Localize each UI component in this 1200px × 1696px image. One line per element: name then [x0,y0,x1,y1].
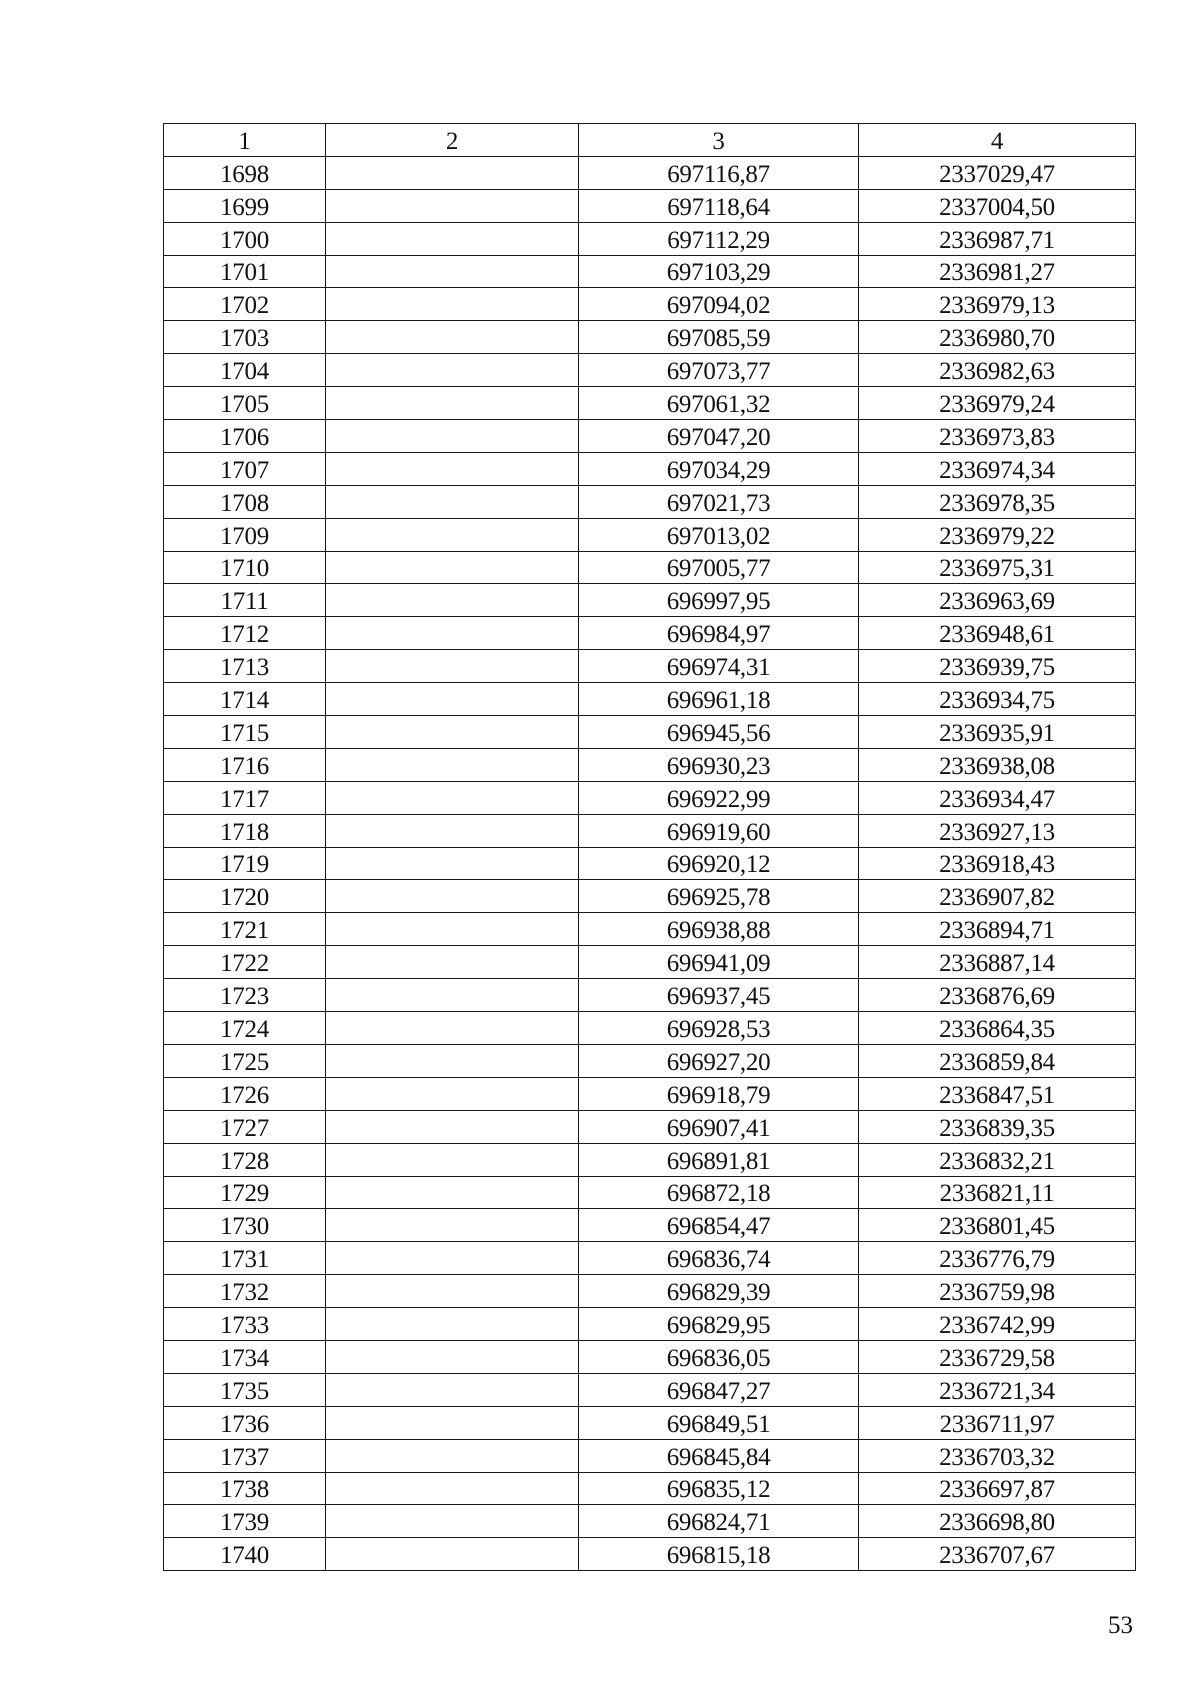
table-row [164,1012,1136,1045]
x-coordinate-cell: 696836,74 [579,1242,859,1275]
x-coordinate-cell: 696907,41 [579,1110,859,1143]
table-body [164,156,1136,1570]
x-coordinate-cell: 696872,18 [579,1176,859,1209]
empty-cell [326,1012,579,1045]
point-number-cell: 1727 [164,1110,326,1143]
empty-cell [326,1242,579,1275]
table-row [164,1044,1136,1077]
x-coordinate-cell: 696937,45 [579,979,859,1012]
x-coordinate-cell: 697013,02 [579,518,859,551]
y-coordinate-cell: 2336742,99 [859,1308,1136,1341]
x-coordinate-cell: 696836,05 [579,1340,859,1373]
table-row [164,847,1136,880]
table-row [164,814,1136,847]
point-number-cell: 1734 [164,1340,326,1373]
x-coordinate-cell: 696824,71 [579,1505,859,1538]
empty-cell [326,979,579,1012]
point-number-cell: 1724 [164,1012,326,1045]
table-row [164,1176,1136,1209]
y-coordinate-cell: 2336907,82 [859,880,1136,913]
point-number-cell: 1730 [164,1209,326,1242]
y-coordinate-cell: 2336987,71 [859,222,1136,255]
table-row [164,584,1136,617]
table-row [164,518,1136,551]
y-coordinate-cell: 2336698,80 [859,1505,1136,1538]
empty-cell [326,1406,579,1439]
point-number-cell: 1701 [164,255,326,288]
point-number-cell: 1712 [164,617,326,650]
y-coordinate-cell: 2336978,35 [859,485,1136,518]
point-number-cell: 1719 [164,847,326,880]
point-number-cell: 1707 [164,452,326,485]
empty-cell [326,617,579,650]
empty-cell [326,1538,579,1571]
y-coordinate-cell: 2336979,24 [859,387,1136,420]
column-header-3: 3 [579,124,859,157]
empty-cell [326,222,579,255]
table-row [164,716,1136,749]
table-row [164,913,1136,946]
empty-cell [326,1110,579,1143]
y-coordinate-cell: 2336980,70 [859,321,1136,354]
point-number-cell: 1739 [164,1505,326,1538]
y-coordinate-cell: 2336711,97 [859,1406,1136,1439]
y-coordinate-cell: 2336974,34 [859,452,1136,485]
empty-cell [326,485,579,518]
table-row [164,683,1136,716]
x-coordinate-cell: 696984,97 [579,617,859,650]
empty-cell [326,1340,579,1373]
x-coordinate-cell: 696829,39 [579,1275,859,1308]
point-number-cell: 1723 [164,979,326,1012]
point-number-cell: 1726 [164,1077,326,1110]
point-number-cell: 1716 [164,748,326,781]
y-coordinate-cell: 2336887,14 [859,946,1136,979]
column-header-1: 1 [164,124,326,157]
x-coordinate-cell: 697118,64 [579,189,859,222]
table-row [164,288,1136,321]
table-row [164,387,1136,420]
table-row [164,354,1136,387]
empty-cell [326,847,579,880]
x-coordinate-cell: 696945,56 [579,716,859,749]
x-coordinate-cell: 696849,51 [579,1406,859,1439]
x-coordinate-cell: 697021,73 [579,485,859,518]
point-number-cell: 1732 [164,1275,326,1308]
y-coordinate-cell: 2336801,45 [859,1209,1136,1242]
empty-cell [326,1044,579,1077]
empty-cell [326,288,579,321]
point-number-cell: 1703 [164,321,326,354]
y-coordinate-cell: 2337004,50 [859,189,1136,222]
table-row [164,1340,1136,1373]
x-coordinate-cell: 696922,99 [579,781,859,814]
table-row [164,748,1136,781]
empty-cell [326,156,579,189]
y-coordinate-cell: 2336981,27 [859,255,1136,288]
point-number-cell: 1735 [164,1373,326,1406]
point-number-cell: 1721 [164,913,326,946]
y-coordinate-cell: 2336707,67 [859,1538,1136,1571]
point-number-cell: 1718 [164,814,326,847]
y-coordinate-cell: 2336963,69 [859,584,1136,617]
table-row [164,1275,1136,1308]
point-number-cell: 1710 [164,551,326,584]
y-coordinate-cell: 2336939,75 [859,650,1136,683]
empty-cell [326,781,579,814]
point-number-cell: 1729 [164,1176,326,1209]
table-row [164,617,1136,650]
x-coordinate-cell: 696815,18 [579,1538,859,1571]
table-row [164,781,1136,814]
y-coordinate-cell: 2336847,51 [859,1077,1136,1110]
empty-cell [326,518,579,551]
point-number-cell: 1709 [164,518,326,551]
table-header-row [164,124,1136,157]
page-number: 53 [1108,1612,1133,1639]
empty-cell [326,814,579,847]
x-coordinate-cell: 696928,53 [579,1012,859,1045]
table-row [164,1373,1136,1406]
empty-cell [326,946,579,979]
empty-cell [326,387,579,420]
table-row [164,1143,1136,1176]
x-coordinate-cell: 697047,20 [579,420,859,453]
x-coordinate-cell: 697103,29 [579,255,859,288]
y-coordinate-cell: 2336982,63 [859,354,1136,387]
point-number-cell: 1715 [164,716,326,749]
y-coordinate-cell: 2336894,71 [859,913,1136,946]
point-number-cell: 1736 [164,1406,326,1439]
empty-cell [326,650,579,683]
table-row [164,1110,1136,1143]
empty-cell [326,189,579,222]
y-coordinate-cell: 2336821,11 [859,1176,1136,1209]
point-number-cell: 1728 [164,1143,326,1176]
table-row [164,551,1136,584]
empty-cell [326,880,579,913]
table-row [164,255,1136,288]
empty-cell [326,452,579,485]
x-coordinate-cell: 697094,02 [579,288,859,321]
x-coordinate-cell: 696997,95 [579,584,859,617]
x-coordinate-cell: 696845,84 [579,1439,859,1472]
point-number-cell: 1711 [164,584,326,617]
point-number-cell: 1713 [164,650,326,683]
table-row [164,946,1136,979]
y-coordinate-cell: 2336918,43 [859,847,1136,880]
table-row [164,880,1136,913]
empty-cell [326,1505,579,1538]
x-coordinate-cell: 697085,59 [579,321,859,354]
table-row [164,321,1136,354]
column-header-2: 2 [326,124,579,157]
point-number-cell: 1698 [164,156,326,189]
point-number-cell: 1702 [164,288,326,321]
empty-cell [326,1439,579,1472]
x-coordinate-cell: 696835,12 [579,1472,859,1505]
x-coordinate-cell: 697073,77 [579,354,859,387]
empty-cell [326,321,579,354]
point-number-cell: 1706 [164,420,326,453]
x-coordinate-cell: 696891,81 [579,1143,859,1176]
x-coordinate-cell: 697112,29 [579,222,859,255]
empty-cell [326,1209,579,1242]
y-coordinate-cell: 2336729,58 [859,1340,1136,1373]
x-coordinate-cell: 697061,32 [579,387,859,420]
empty-cell [326,354,579,387]
coordinates-table [163,123,1136,1571]
point-number-cell: 1737 [164,1439,326,1472]
y-coordinate-cell: 2336697,87 [859,1472,1136,1505]
x-coordinate-cell: 696847,27 [579,1373,859,1406]
column-header-4: 4 [859,124,1136,157]
point-number-cell: 1705 [164,387,326,420]
point-number-cell: 1738 [164,1472,326,1505]
y-coordinate-cell: 2336934,75 [859,683,1136,716]
point-number-cell: 1733 [164,1308,326,1341]
table-row [164,156,1136,189]
y-coordinate-cell: 2336938,08 [859,748,1136,781]
y-coordinate-cell: 2336864,35 [859,1012,1136,1045]
y-coordinate-cell: 2336721,34 [859,1373,1136,1406]
empty-cell [326,1143,579,1176]
empty-cell [326,748,579,781]
point-number-cell: 1731 [164,1242,326,1275]
empty-cell [326,1176,579,1209]
y-coordinate-cell: 2336703,32 [859,1439,1136,1472]
x-coordinate-cell: 696829,95 [579,1308,859,1341]
empty-cell [326,1275,579,1308]
x-coordinate-cell: 696941,09 [579,946,859,979]
empty-cell [326,1077,579,1110]
x-coordinate-cell: 696927,20 [579,1044,859,1077]
point-number-cell: 1700 [164,222,326,255]
empty-cell [326,913,579,946]
empty-cell [326,255,579,288]
empty-cell [326,1472,579,1505]
x-coordinate-cell: 696919,60 [579,814,859,847]
y-coordinate-cell: 2336979,22 [859,518,1136,551]
y-coordinate-cell: 2336948,61 [859,617,1136,650]
table-row [164,1242,1136,1275]
y-coordinate-cell: 2336934,47 [859,781,1136,814]
table-row [164,452,1136,485]
point-number-cell: 1699 [164,189,326,222]
table-row [164,1406,1136,1439]
point-number-cell: 1720 [164,880,326,913]
y-coordinate-cell: 2336876,69 [859,979,1136,1012]
table-row [164,1308,1136,1341]
empty-cell [326,584,579,617]
y-coordinate-cell: 2336776,79 [859,1242,1136,1275]
table-row [164,222,1136,255]
point-number-cell: 1725 [164,1044,326,1077]
x-coordinate-cell: 696918,79 [579,1077,859,1110]
table-row [164,650,1136,683]
x-coordinate-cell: 696974,31 [579,650,859,683]
table-row [164,189,1136,222]
table-row [164,1538,1136,1571]
point-number-cell: 1704 [164,354,326,387]
x-coordinate-cell: 696961,18 [579,683,859,716]
x-coordinate-cell: 696930,23 [579,748,859,781]
table-row [164,1209,1136,1242]
table-row [164,1505,1136,1538]
x-coordinate-cell: 696925,78 [579,880,859,913]
table-row [164,420,1136,453]
table-row [164,1439,1136,1472]
empty-cell [326,420,579,453]
point-number-cell: 1740 [164,1538,326,1571]
x-coordinate-cell: 696854,47 [579,1209,859,1242]
table-row [164,979,1136,1012]
y-coordinate-cell: 2336935,91 [859,716,1136,749]
y-coordinate-cell: 2336759,98 [859,1275,1136,1308]
point-number-cell: 1722 [164,946,326,979]
y-coordinate-cell: 2336979,13 [859,288,1136,321]
point-number-cell: 1708 [164,485,326,518]
point-number-cell: 1717 [164,781,326,814]
y-coordinate-cell: 2336927,13 [859,814,1136,847]
y-coordinate-cell: 2336975,31 [859,551,1136,584]
empty-cell [326,1308,579,1341]
x-coordinate-cell: 696920,12 [579,847,859,880]
x-coordinate-cell: 697034,29 [579,452,859,485]
empty-cell [326,716,579,749]
empty-cell [326,1373,579,1406]
empty-cell [326,551,579,584]
y-coordinate-cell: 2336859,84 [859,1044,1136,1077]
y-coordinate-cell: 2337029,47 [859,156,1136,189]
table-row [164,1472,1136,1505]
table-row [164,485,1136,518]
y-coordinate-cell: 2336839,35 [859,1110,1136,1143]
point-number-cell: 1714 [164,683,326,716]
y-coordinate-cell: 2336832,21 [859,1143,1136,1176]
x-coordinate-cell: 696938,88 [579,913,859,946]
y-coordinate-cell: 2336973,83 [859,420,1136,453]
table-row [164,1077,1136,1110]
x-coordinate-cell: 697116,87 [579,156,859,189]
empty-cell [326,683,579,716]
x-coordinate-cell: 697005,77 [579,551,859,584]
